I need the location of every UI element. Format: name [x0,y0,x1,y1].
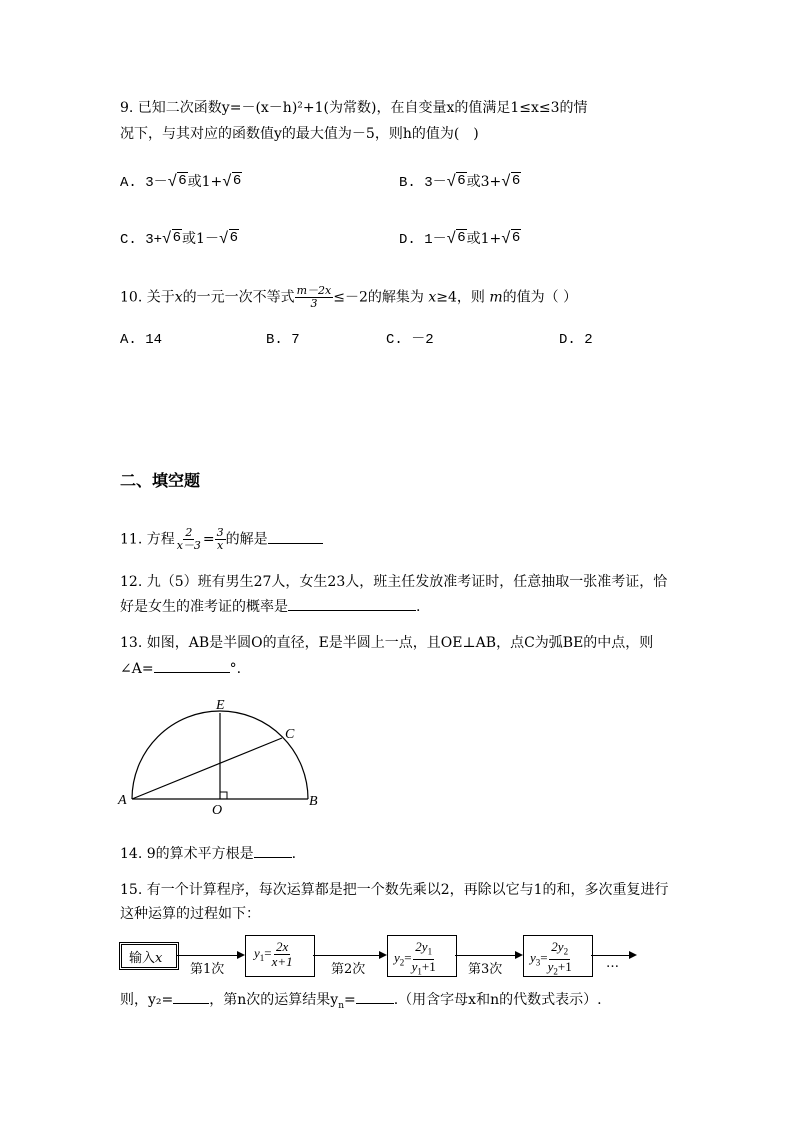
q10-option-c[interactable]: C. －2 [386,332,434,348]
q10-fraction: $\frac{m-2x}{3}$ [296,284,332,310]
step-label-2: 第2次 [331,962,366,977]
arrowhead-4 [629,951,637,959]
q12-line1: 12. 九（5）班有男生27人，女生23人，班主任发放准考证时，任意抽取一张准考证，恰 [120,574,668,590]
arrow-2 [313,955,379,956]
label-a: A [118,793,127,808]
q15-line3: 则，y₂= ，第n次的运算结果$y_n=$ .（用含字母x和n的代数式表示）. [120,989,602,1016]
arrowhead-3 [515,951,523,959]
q15-yn-blank[interactable] [356,989,394,1004]
q9-stem-line2: 况下，与其对应的函数值y的最大值为－5，则h的值为( ) [120,126,479,142]
q12-line2: 好是女生的准考证的概率是 . [120,596,420,617]
q12-answer-blank[interactable] [288,596,416,611]
label-c: C [285,727,295,742]
q11-stem: 11. 方程 $\frac{2}{x-3}$ = $\frac{3}{x}$ 的解是 [120,527,323,552]
q10-stem: 10. 关于x的一元一次不等式 $\frac{m-2x}{3}$ ≤－2的解集为 x≥4，则 m的值为（ ） [120,284,578,310]
q9-option-d[interactable]: D. 1－√6或1+√6 [399,230,521,248]
arrowhead-2 [379,951,387,959]
arrowhead-1 [237,951,245,959]
q14-stem: 14. 9的算术平方根是 . [120,843,296,864]
q10-option-d[interactable]: D. 2 [559,332,593,348]
step-box-3: $y_3=$ $\frac{2y_2}{y_2+1}$ [523,935,593,977]
q11-answer-blank[interactable] [268,529,323,544]
step-box-2: $y_2=$ $\frac{2y_1}{y_1+1}$ [387,935,457,977]
q9-option-c[interactable]: C. 3+√6或1－√6 [120,230,238,248]
input-box: 输入x [121,944,177,968]
step-label-3: 第3次 [468,962,503,977]
q9-option-b[interactable]: B. 3－√6或3+√6 [399,173,521,191]
q13-line1: 13. 如图，AB是半圆O的直径，E是半圆上一点，且OE⊥AB，点C为弧BE的中点，则 [120,635,654,651]
q9-option-a[interactable]: A. 3－√6或1+√6 [120,173,242,191]
q13-line2: ∠A= °. [120,658,241,679]
section-title: 二、填空题 [120,471,201,490]
ellipsis: … [606,956,619,971]
q15-line2: 这种运算的过程如下： [120,906,260,922]
q9-stem-line1: 9. 已知二次函数y=－(x－h)²+1(为常数)，在自变量x的值满足1≤x≤3的情 [120,100,588,116]
arrow-1 [177,955,237,956]
step-label-1: 第1次 [190,962,225,977]
right-angle-mark [220,792,227,799]
step-box-1: $y_1=$ $\frac{2x}{x+1}$ [245,935,315,977]
label-b: B [309,794,318,809]
label-o: O [212,803,223,818]
q15-line1: 15. 有一个计算程序，每次运算都是把一个数先乘以2，再除以它与1的和，多次重复进行 [120,882,669,898]
semicircle-figure [110,690,340,820]
q10-option-a[interactable]: A. 14 [120,332,163,348]
q15-y2-blank[interactable] [173,989,209,1004]
q13-answer-blank[interactable] [154,658,230,673]
arrow-3 [455,955,515,956]
chord-ac [132,738,282,799]
q10-option-b[interactable]: B. 7 [266,332,300,348]
label-e: E [216,698,225,713]
q14-answer-blank[interactable] [254,843,292,858]
